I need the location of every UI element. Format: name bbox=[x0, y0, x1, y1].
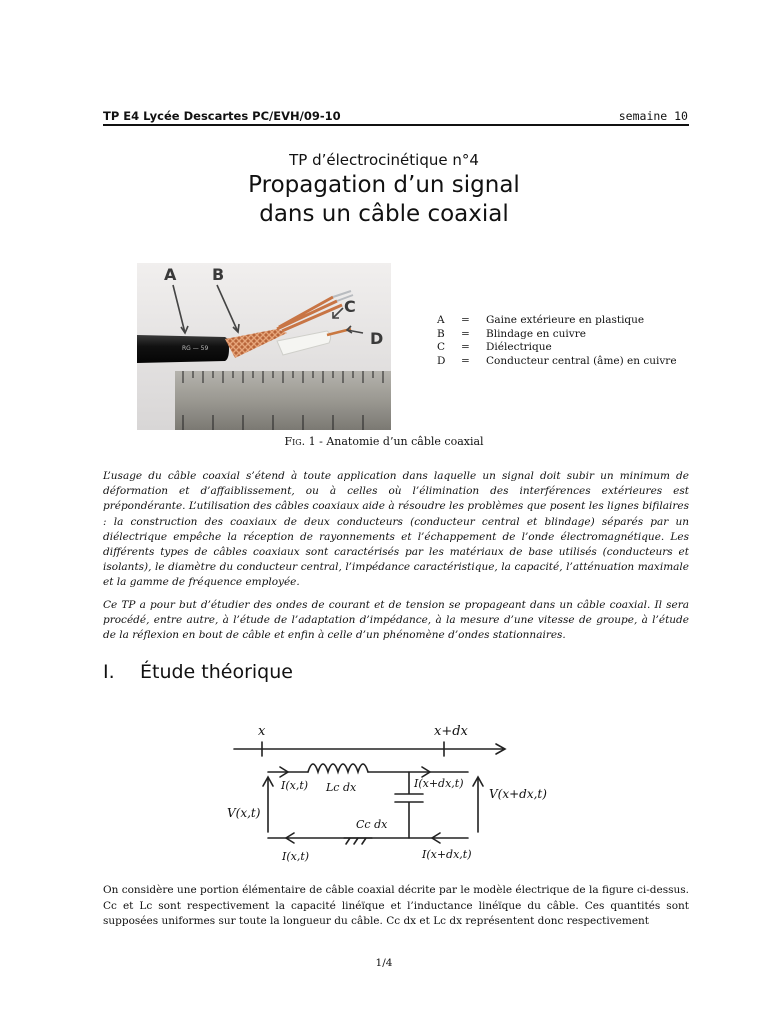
title-line-1: Propagation d’un signal bbox=[248, 172, 520, 198]
label-current-top-left: I(x,t) bbox=[281, 779, 309, 792]
photo-label-d: D bbox=[370, 329, 384, 348]
ground-symbol bbox=[344, 838, 372, 844]
label-x-plus-dx: x+dx bbox=[434, 724, 468, 739]
figure-caption bbox=[0, 435, 768, 448]
document-kicker: TP d’électrocinétique n°4 bbox=[289, 151, 479, 169]
label-x: x bbox=[258, 724, 266, 739]
label-current-bottom-left: I(x,t) bbox=[282, 850, 310, 863]
legend-key: D bbox=[437, 354, 446, 367]
section-number: I. bbox=[103, 661, 115, 683]
running-header-left: TP E4 Lycée Descartes PC/EVH/09-10 bbox=[103, 109, 341, 123]
label-current-bottom-right: I(x+dx,t) bbox=[422, 848, 472, 861]
label-inductance: Lc dx bbox=[326, 781, 357, 794]
label-current-top-right: I(x+dx,t) bbox=[414, 777, 464, 790]
section-title: Étude théorique bbox=[140, 661, 293, 683]
photo-label-c: C bbox=[344, 297, 356, 316]
legend-key: A bbox=[437, 314, 445, 326]
label-voltage-right: V(x+dx,t) bbox=[489, 787, 547, 801]
coax-cable-photo bbox=[137, 263, 391, 430]
legend-equals: = bbox=[461, 327, 470, 340]
label-voltage-left: V(x,t) bbox=[227, 806, 261, 820]
legend-row bbox=[437, 341, 677, 355]
legend-equals: = bbox=[461, 314, 470, 326]
legend-desc: Conducteur central (âme) en cuivre bbox=[486, 354, 677, 367]
page-number: 1/4 bbox=[375, 957, 393, 969]
label-capacitance: Cc dx bbox=[356, 818, 388, 831]
photo-label-a: A bbox=[164, 265, 177, 284]
caption-text: - Anatomie d’un câble coaxial bbox=[315, 435, 484, 448]
legend-equals: = bbox=[461, 341, 470, 353]
title-line-2: dans un câble coaxial bbox=[259, 201, 509, 227]
legend-row bbox=[437, 355, 677, 369]
running-header-right: semaine 10 bbox=[618, 109, 688, 123]
legend-desc: Blindage en cuivre bbox=[486, 327, 586, 340]
inductor-symbol bbox=[308, 764, 368, 772]
intro-paragraph-1: L’usage du câble coaxial s’étend à toute application dans laquelle un signal doit subir un minimum de déformation et d’affaiblissement, ou à celles où l’élimination des interférences extérieures est prépondérante. L’utilisation des câbles coaxiaux aide à résoudre les problèmes que posent les lignes bifilaires : la construction des coaxiaux de deux conducteurs (conducteur central et blindage) séparés par un diélectrique empêche la réception de rayonnements et l’échappement de l’onde électromagnétique. Les différents types de câbles coaxiaux sont caractérisés par les matériaux de base utilisés (conducteurs et isolants), le diamètre du conducteur central, l’impédance caractéristique, la capacité, l’atténuation maximale et la gamme de fréquence employée. bbox=[103, 470, 689, 589]
figure-legend bbox=[437, 314, 677, 368]
legend-equals: = bbox=[461, 354, 470, 367]
legend-desc: Diélectrique bbox=[486, 341, 552, 353]
body-paragraph: On considère une portion élémentaire de câble coaxial décrite par le modèle électrique de la figure ci-dessus. Cc et Lc sont respectivement la capacité linéïque et l’inductance linéïque du câble. Ces quantités sont supposées uniformes sur toute la longueur du câble. Cc dx et Lc dx représentent donc respectivement bbox=[103, 884, 689, 928]
legend-desc: Gaine extérieure en plastique bbox=[486, 314, 645, 326]
legend-key: B bbox=[437, 327, 445, 340]
caption-prefix: Fig. 1 bbox=[284, 435, 316, 448]
document-title bbox=[0, 171, 768, 229]
ruler bbox=[175, 371, 391, 430]
photo-label-b: B bbox=[212, 265, 225, 284]
legend-key: C bbox=[437, 341, 446, 353]
intro-paragraph-2: Ce TP a pour but d’étudier des ondes de courant et de tension se propageant dans un câble coaxial. Il sera procédé, entre autre, à l’étude de l’adaptation d’impédance, à la mesure d’une vitesse de groupe, à l’étude de la réflexion en bout de câble et enfin à celle d’un phénomène d’ondes stationnaires. bbox=[103, 599, 689, 642]
legend-row bbox=[437, 314, 677, 328]
section-heading bbox=[103, 661, 293, 683]
legend-row bbox=[437, 328, 677, 342]
header-rule bbox=[103, 124, 689, 126]
cable-marking: RG — 59 bbox=[182, 345, 209, 352]
